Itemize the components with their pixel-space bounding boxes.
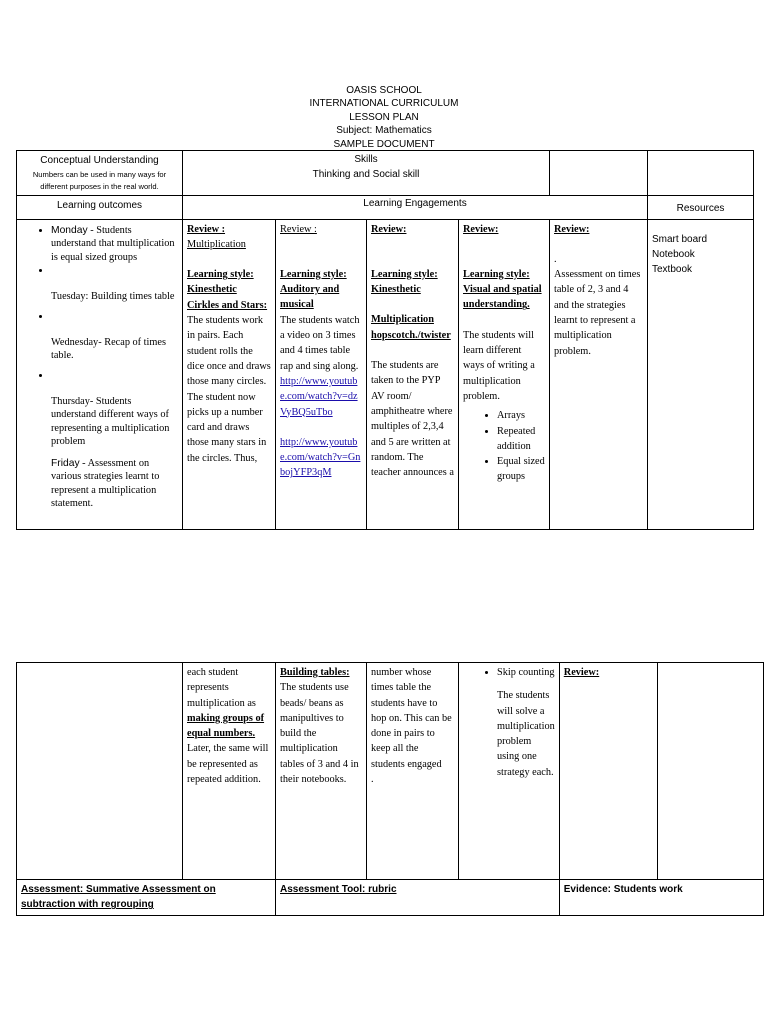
resource-item: Smart board (652, 233, 708, 245)
engagement-wednesday-cell (367, 663, 459, 880)
engagement-monday-cell (183, 663, 276, 880)
list-item: • Arrays (497, 408, 545, 423)
outcome-monday (51, 224, 178, 265)
resources-label: Resources (676, 203, 725, 215)
empty-cell (17, 663, 183, 880)
empty-cell (648, 151, 754, 196)
day-separator: - (79, 457, 88, 469)
skills-text: Thinking and Social skill (312, 169, 420, 180)
learning-style-label: Learning style: (463, 268, 530, 280)
day-separator: - (87, 224, 97, 236)
empty-cell (657, 663, 763, 880)
list-item (51, 264, 178, 278)
learning-outcomes-header (17, 196, 183, 219)
learning-style-value: Auditory and musical (280, 284, 340, 311)
activity-description: The students will learn different ways of writing a multiplication problem. (463, 329, 535, 402)
conceptual-title: Conceptual Understanding (40, 155, 159, 166)
list-item (51, 310, 178, 324)
engagement-tuesday-cell (276, 663, 367, 880)
learning-engagements-header (183, 196, 648, 219)
skills-cell (183, 151, 550, 196)
video-link-1[interactable]: http://www.youtube.com/watch?v=dzVyBQ5uTbo (280, 375, 358, 418)
assessment-cell (17, 880, 276, 916)
document-header (0, 84, 768, 151)
resource-item: Textbook (652, 264, 693, 276)
learning-style-value: Kinesthetic (371, 284, 421, 296)
activity-description: number whose times table the students have to hop on. This can be done in pairs to keep all the students engaged (371, 667, 452, 770)
list-item: • Equal sized groups (497, 454, 545, 485)
day-label: Friday (51, 457, 80, 469)
review-label: Review: (463, 223, 499, 235)
activity-description: each student represents multiplication as (187, 667, 256, 709)
school-name: OASIS SCHOOL (346, 85, 422, 96)
assessment-label: Assessment: Summative Assessment on subtraction with regrouping (21, 884, 216, 911)
day-separator: : (85, 291, 91, 303)
outcome-text: Recap of times table. (51, 336, 166, 362)
engagement-friday-cell (559, 663, 657, 880)
dot-mark: . (554, 253, 557, 265)
sample-label: SAMPLE DOCUMENT (333, 138, 435, 150)
activity-description: Assessment on times table of 2, 3 and 4 and the strategies learnt to represent a multiplication problem. (554, 269, 641, 357)
engagement-tuesday-cell (276, 219, 367, 529)
engagement-wednesday-cell (367, 219, 459, 529)
strategy-list (463, 665, 555, 680)
lesson-plan-table (16, 150, 754, 530)
assessment-tool-cell (276, 880, 560, 916)
doc-type: LESSON PLAN (349, 111, 419, 123)
activity-description: The students watch a video on 3 times and 4 times table rap and sing along. (280, 314, 360, 372)
video-link-2[interactable]: http://www.youtube.com/watch?v=GnbojYFP3qM (280, 436, 361, 479)
conceptual-understanding-cell (17, 151, 183, 196)
outcome-friday (51, 457, 178, 511)
skills-title: Skills (354, 154, 378, 165)
activity-description: Later, the same will be represented as repeated addition. (187, 743, 269, 786)
outcome-text: Building times table (90, 291, 175, 303)
learning-style-value: Visual and spatial understanding. (463, 284, 542, 311)
strategy-list (463, 408, 545, 484)
key-concept: making groups of equal numbers. (187, 712, 265, 740)
outcome-text: Students understand that multiplication is equal sized groups (51, 224, 175, 263)
day-separator: - (98, 336, 105, 348)
learning-outcomes-cell (17, 219, 183, 529)
day-label: Thursday (51, 395, 90, 407)
engagement-monday-cell (183, 219, 276, 529)
activity-description: The students use beads/ beans as manipultives to build the multiplication tables of 3 and 4 in their notebooks. (280, 682, 359, 786)
outcome-thursday (51, 395, 178, 449)
review-label: Review: (554, 223, 590, 235)
engagement-thursday-cell (459, 663, 560, 880)
outcome-text: Students understand different ways of representing a multiplication problem (51, 395, 170, 448)
subject-line: Subject: Mathematics (336, 125, 432, 137)
empty-cell (550, 151, 648, 196)
day-label: Monday (51, 224, 88, 236)
day-label: Wednesday (51, 336, 99, 348)
learning-style-label: Learning style: (187, 269, 254, 281)
review-label: Review : (187, 223, 226, 235)
learning-style-value: Kinesthetic Cirkles and Stars: (187, 284, 268, 311)
activity-title: Building tables: (280, 667, 350, 678)
outcomes-list (21, 224, 178, 511)
review-label: Review: (563, 667, 600, 678)
resources-header (648, 196, 754, 219)
activity-description: The students are taken to the PYP AV room/ amphitheatre where multiples of 2,3,4 and 5 are written at random. The teacher announces a (371, 360, 454, 479)
conceptual-text: Numbers can be used in many ways for different purposes in the real world. (32, 170, 167, 192)
assessment-tool-label: Assessment Tool: rubric (280, 884, 397, 895)
learning-style-label: Learning style: (280, 268, 347, 280)
engagement-friday-cell (550, 219, 648, 529)
list-item: • Repeated addition (497, 424, 545, 455)
outcome-tuesday (51, 290, 178, 304)
dot-mark: . (371, 774, 374, 786)
outcome-text: Assessment on various strategies learnt to represent a multiplication statement. (51, 457, 160, 510)
activity-title: Multiplication hopscotch./twister (371, 314, 451, 341)
resource-item: Notebook (652, 248, 695, 260)
outcome-wednesday (51, 336, 178, 363)
learning-outcomes-label: Learning outcomes (56, 200, 143, 212)
lesson-plan-table-continued (16, 662, 764, 916)
list-item: • Skip counting (497, 665, 555, 680)
engagement-thursday-cell (459, 219, 550, 529)
review-topic: Multiplication (187, 238, 246, 250)
list-item (51, 369, 178, 383)
learning-style-label: Learning style: (371, 268, 438, 280)
learning-engagements-label: Learning Engagements (363, 198, 467, 210)
day-separator: - (89, 395, 96, 407)
day-label: Tuesday (51, 291, 86, 303)
review-label: Review : (280, 223, 317, 235)
curriculum-title: INTERNATIONAL CURRICULUM (309, 98, 459, 110)
evidence-cell (559, 880, 763, 916)
activity-description: The students will solve a multiplication problem using one strategy each. (497, 690, 555, 778)
resources-cell (648, 219, 754, 529)
evidence-label: Evidence: Students work (563, 884, 683, 895)
review-label: Review: (371, 223, 407, 235)
activity-description: The students work in pairs. Each student rolls the dice once and draws those many circles. The student now picks up a number card and draws those many stars in the circles. Thus, (187, 315, 271, 464)
